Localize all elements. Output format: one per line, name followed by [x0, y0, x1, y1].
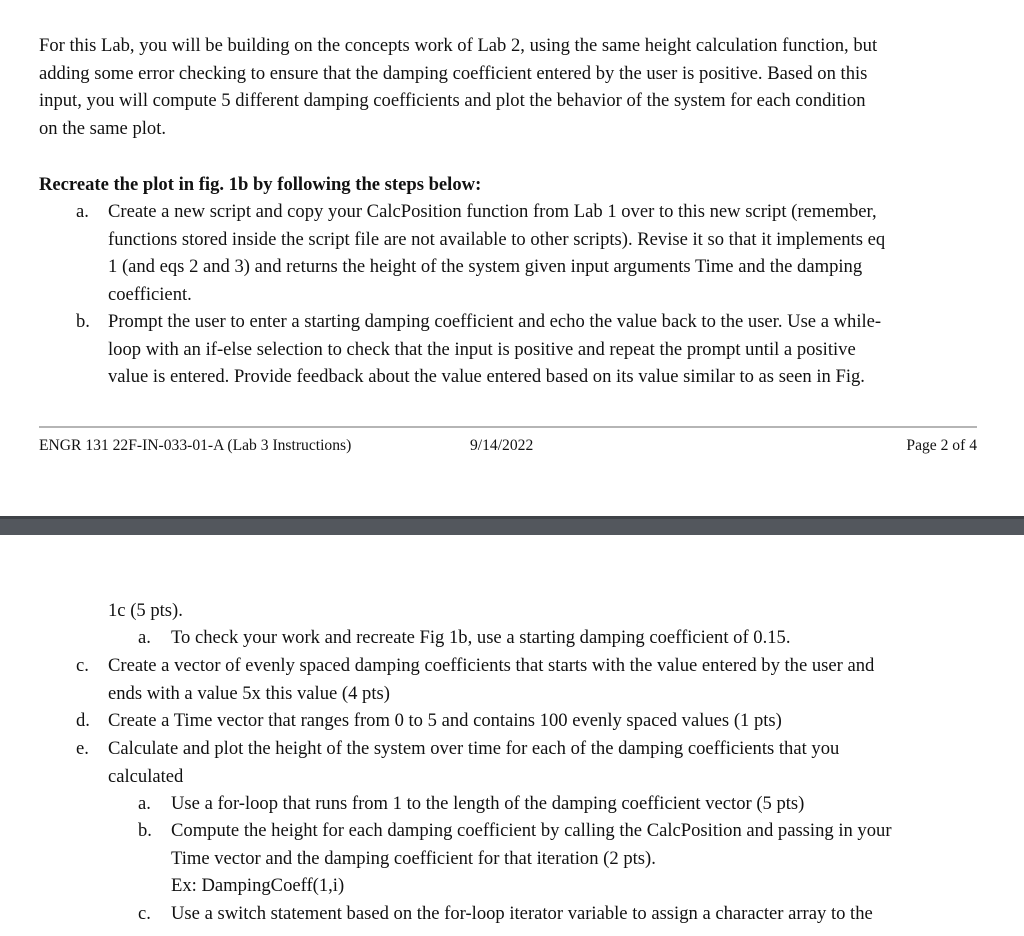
list-marker: d. [76, 710, 90, 731]
sub-item-line: Compute the height for each damping coefficient by calling the CalcPosition and passing in your [171, 820, 892, 841]
footer-date: 9/14/2022 [470, 437, 534, 454]
section-heading: Recreate the plot in fig. 1b by following the steps below: [39, 174, 482, 195]
continuation-line: 1c (5 pts). [108, 600, 183, 621]
sub-item-line: Use a switch statement based on the for-loop iterator variable to assign a character array to the [171, 903, 873, 924]
step-c-line: Create a vector of evenly spaced damping coefficients that starts with the value entered by the user and [108, 655, 875, 676]
footer-page-number: Page 2 of 4 [906, 437, 977, 454]
list-marker: e. [76, 738, 89, 759]
step-e-sub-b [138, 817, 977, 901]
step-b-line: Prompt the user to enter a starting damping coefficient and echo the value back to the user. Use a while- [108, 311, 882, 332]
step-b [76, 308, 977, 392]
step-e-line: calculated [108, 765, 184, 787]
list-marker: b. [138, 820, 152, 841]
step-e-line: Calculate and plot the height of the system over time for each of the damping coefficients that you [108, 738, 840, 759]
list-marker: a. [138, 627, 151, 648]
sub-item-line: Time vector and the damping coefficient for that iteration (2 pts). [171, 847, 656, 869]
step-d [76, 707, 977, 735]
step-d-line: Create a Time vector that ranges from 0 to 5 and contains 100 evenly spaced values (1 pts) [108, 710, 782, 731]
step-e [76, 735, 977, 791]
step-b-sub-a [138, 624, 977, 652]
step-a [76, 198, 977, 310]
footer-rule [39, 426, 977, 428]
footer-course: ENGR 131 22F-IN-033-01-A (Lab 3 Instructions) [39, 437, 352, 454]
sub-a-line: To check your work and recreate Fig 1b, use a starting damping coefficient of 0.15. [171, 627, 791, 648]
continuation-text [108, 597, 408, 625]
document-page-3 [0, 535, 1024, 936]
intro-line: adding some error checking to ensure that the damping coefficient entered by the user is positive. Based on this [39, 62, 868, 84]
step-c [76, 652, 977, 708]
step-a-line: functions stored inside the script file are not available to other scripts). Revise it so that it implements eq [108, 228, 886, 250]
intro-paragraph [39, 32, 977, 142]
step-c-line: ends with a value 5x this value (4 pts) [108, 682, 390, 704]
list-marker: a. [138, 793, 151, 814]
sub-item-line: Ex: DampingCoeff(1,i) [171, 875, 345, 897]
intro-line: input, you will compute 5 different damping coefficients and plot the behavior of the system for each condition [39, 90, 866, 112]
step-b-line: value is entered. Provide feedback about the value entered based on its value similar to as seen in Fig. [108, 366, 865, 388]
intro-line: For this Lab, you will be building on the concepts work of Lab 2, using the same height calculation function, but [39, 35, 878, 56]
list-marker: a. [76, 201, 89, 222]
step-a-line: coefficient. [108, 283, 192, 305]
step-e-sub-a [138, 790, 977, 818]
intro-line: on the same plot. [39, 117, 167, 139]
page-separator [0, 516, 1024, 535]
step-a-line: 1 (and eqs 2 and 3) and returns the height of the system given input arguments Time and the damping [108, 256, 863, 278]
step-b-line: loop with an if-else selection to check that the input is positive and repeat the prompt until a positive [108, 338, 856, 360]
list-marker: c. [138, 903, 151, 924]
list-marker: c. [76, 655, 89, 676]
sub-item-line: Use a for-loop that runs from 1 to the length of the damping coefficient vector (5 pts) [171, 793, 805, 814]
step-a-line: Create a new script and copy your CalcPosition function from Lab 1 over to this new script (remember, [108, 201, 877, 222]
step-e-sub-c [138, 900, 977, 928]
list-marker: b. [76, 311, 90, 332]
